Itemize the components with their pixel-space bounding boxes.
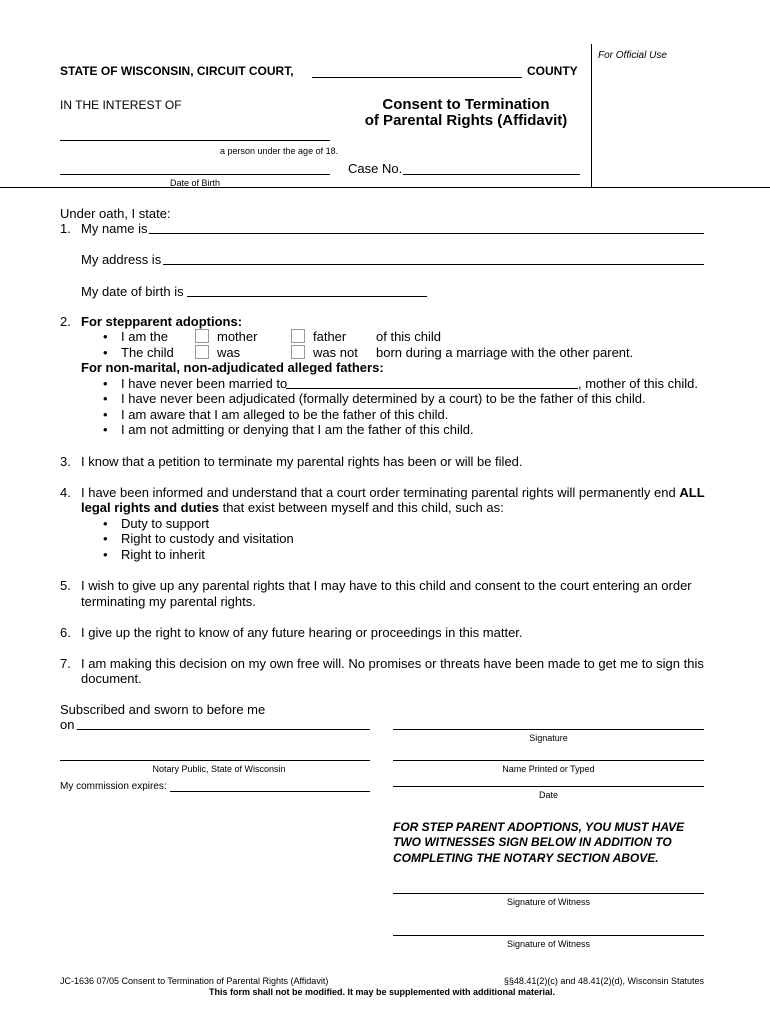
sworn-on-label: on [60,717,75,732]
informed-text: I have been informed and understand that a court order terminating parental rights will permanently end [81,485,676,500]
witness-notice-line3: COMPLETING THE NOTARY SECTION ABOVE. [393,851,659,865]
was-not-option-label: was not [313,345,358,360]
sworn-date-field[interactable] [77,729,370,730]
marriage-lead: The child [121,345,174,360]
all-emphasis: ALL [679,485,705,500]
witness-notice-line1: FOR STEP PARENT ADOPTIONS, YOU MUST HAVE [393,820,685,834]
county-label: COUNTY [527,64,578,78]
witness-1-signature-field[interactable] [393,893,704,894]
relation-tail: of this child [376,329,442,344]
item-7-number: 7. [60,656,71,671]
minor-name-field[interactable] [60,140,330,141]
informed-line2 [81,500,504,515]
signature-date-field[interactable] [393,786,704,787]
not-admitting-text: I am not admitting or denying that I am the father of this child. [121,422,474,437]
sworn-line1: Subscribed and sworn to before me [60,702,266,717]
statutes-reference: §§48.41(2)(c) and 48.41(2)(d), Wisconsin Statutes [503,976,704,986]
commission-label: My commission expires: [60,781,167,792]
bullet-dot: • [103,391,108,406]
informed-line1 [81,485,705,500]
bullet-dot: • [103,516,108,531]
was-checkbox[interactable] [195,345,209,359]
date-of-birth-caption: Date of Birth [170,178,221,188]
bullet-dot: • [103,407,108,422]
hearing-text: I give up the right to know of any future hearing or proceedings in this matter. [81,625,523,640]
printed-name-field[interactable] [393,760,704,761]
custody-item: Right to custody and visitation [121,531,294,546]
case-number-field[interactable] [403,174,580,175]
inherit-item: Right to inherit [121,547,205,562]
item-6-number: 6. [60,625,71,640]
bullet-dot: • [103,422,108,437]
interest-label: IN THE INTEREST OF [60,98,182,112]
bullet-dot: • [103,345,108,360]
bullet-dot: • [103,531,108,546]
consent-line1: I wish to give up any parental rights that I may have to this child and consent to the court entering an order [81,578,692,593]
address-field[interactable] [163,264,704,265]
birth-date-label: My date of birth is [81,284,184,299]
mother-checkbox[interactable] [195,329,209,343]
petition-text: I know that a petition to terminate my parental rights has been or will be filed. [81,454,523,469]
item-3-number: 3. [60,454,71,469]
witness-2-caption: Signature of Witness [506,939,591,949]
bullet-dot: • [103,547,108,562]
bullet-dot: • [103,376,108,391]
relation-lead: I am the [121,329,168,344]
free-will-line2: document. [81,671,142,686]
was-not-checkbox[interactable] [291,345,305,359]
header-bottom-rule [0,187,770,188]
address-label: My address is [81,252,162,267]
signature-caption: Signature [529,733,568,743]
court-prefix: STATE OF WISCONSIN, CIRCUIT COURT, [60,64,294,78]
free-will-line1: I am making this decision on my own free will. No promises or threats have been made to get me to sign this [81,656,704,671]
county-name-field[interactable] [312,77,522,78]
stepparent-heading: For stepparent adoptions: [81,314,243,329]
witness-2-signature-field[interactable] [393,935,704,936]
item-4-number: 4. [60,485,71,500]
was-option-label: was [217,345,241,360]
item-2-number: 2. [60,314,71,329]
case-number-label: Case No. [348,161,403,176]
modification-notice: This form shall not be modified. It may be supplemented with additional material. [208,987,556,997]
bullet-dot: • [103,329,108,344]
never-married-tail: , mother of this child. [578,376,698,391]
form-title-line2: of Parental Rights (Affidavit) [364,112,568,129]
marriage-tail: born during a marriage with the other parent. [376,345,634,360]
witness-notice-line2: TWO WITNESSES SIGN BELOW IN ADDITION TO [393,835,672,849]
nonmarital-heading: For non-marital, non-adjudicated alleged fathers: [81,360,384,375]
alleged-father-text: I am aware that I am alleged to be the father of this child. [121,407,449,422]
informed-tail: that exist between myself and this child, such as: [222,500,504,515]
form-id: JC-1636 07/05 Consent to Termination of Parental Rights (Affidavit) [60,976,329,986]
signature-field[interactable] [393,729,704,730]
witness-1-caption: Signature of Witness [506,897,591,907]
date-of-birth-field[interactable] [60,174,330,175]
name-field[interactable] [149,233,704,234]
never-adjudicated-text: I have never been adjudicated (formally determined by a court) to be the father of this child. [121,391,646,406]
mother-option-label: mother [217,329,258,344]
mother-name-field[interactable] [286,388,578,389]
notary-signature-field[interactable] [60,760,370,761]
item-5-number: 5. [60,578,71,593]
father-checkbox[interactable] [291,329,305,343]
official-use-label: For Official Use [598,50,667,61]
oath-intro: Under oath, I state: [60,206,171,221]
legal-rights-emphasis: legal rights and duties [81,500,219,515]
never-married-lead: I have never been married to [121,376,288,391]
minor-caption: a person under the age of 18. [220,146,339,156]
consent-line2: terminating my parental rights. [81,594,256,609]
birth-date-field[interactable] [187,296,427,297]
item-1-number: 1. [60,221,71,236]
commission-expires-field[interactable] [170,791,370,792]
name-label: My name is [81,221,148,236]
signature-date-caption: Date [538,790,558,800]
duty-support-item: Duty to support [121,516,210,531]
notary-caption: Notary Public, State of Wisconsin [152,764,286,774]
father-option-label: father [313,329,347,344]
form-title-line1: Consent to Termination [382,96,550,113]
printed-name-caption: Name Printed or Typed [502,764,595,774]
